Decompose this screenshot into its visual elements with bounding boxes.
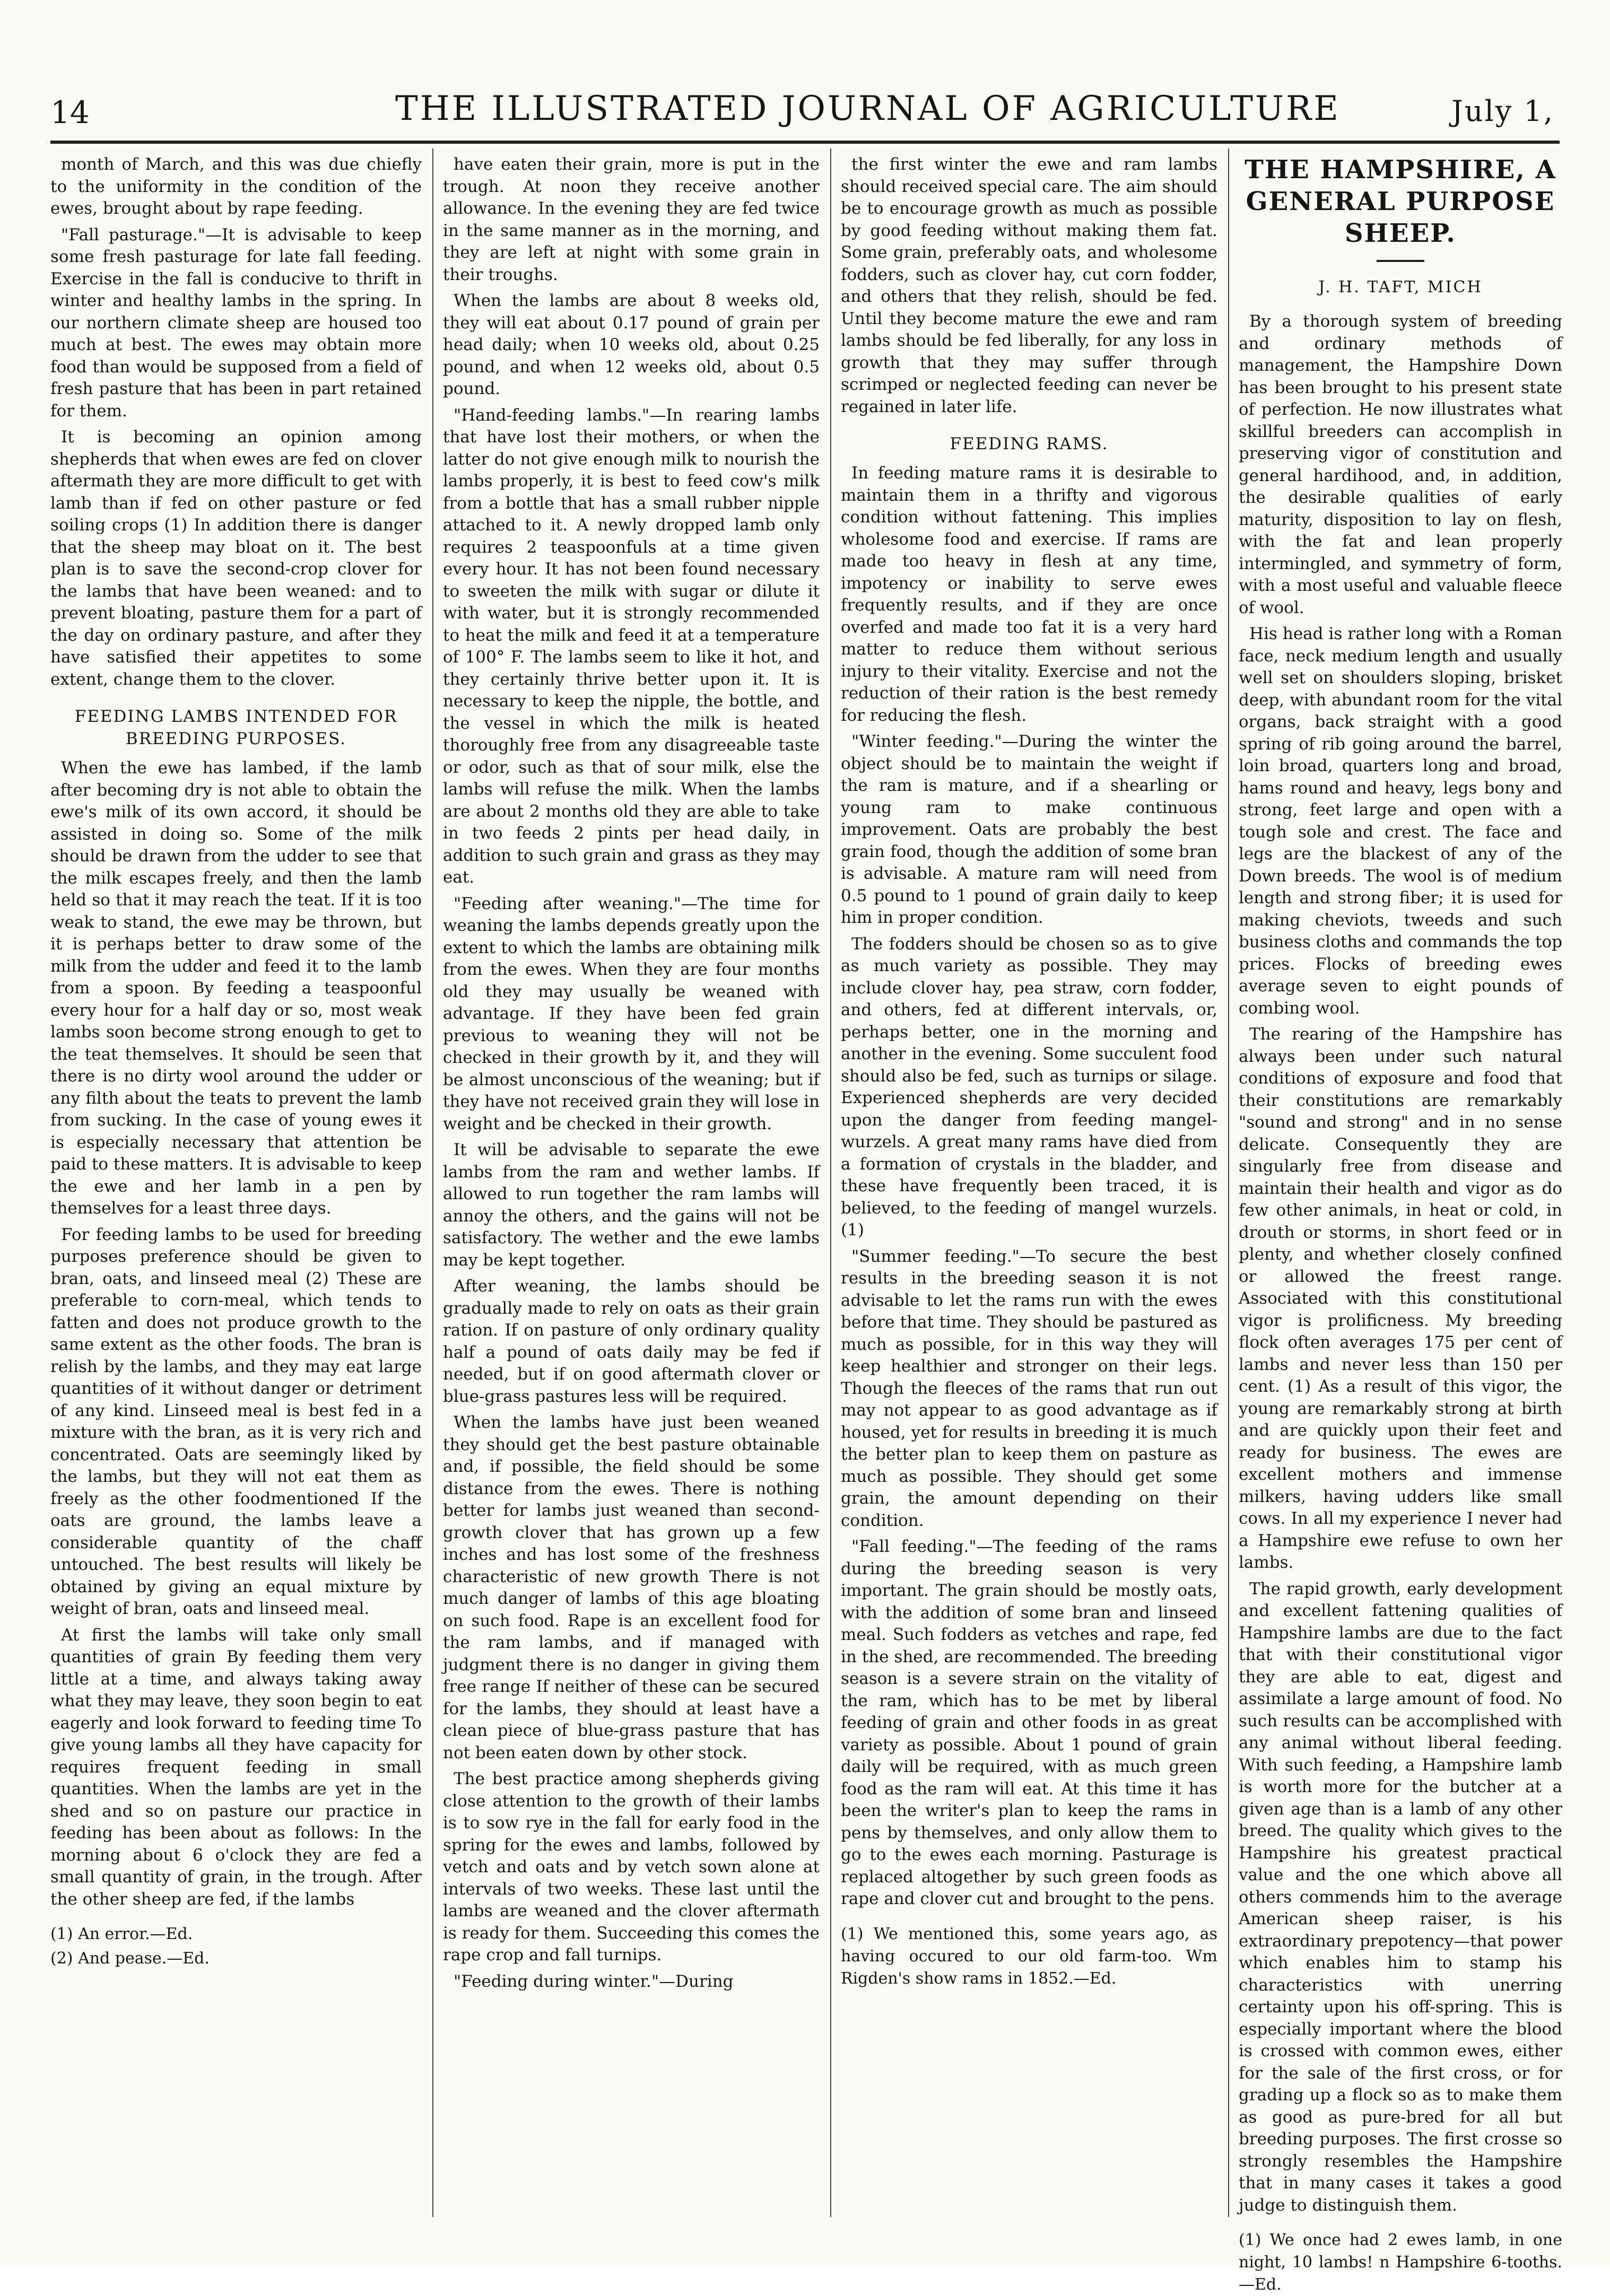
paragraph: When the ewe has lambed, if the lamb after becoming dry is not able to obtain the ewe's milk of its own accord, it should be assisted in doing so. Some of the milk should be drawn from the udder to see that the milk escapes freely, and then the lamb held so that it may reach the teat. If it is too weak to stand, the ewe may be thrown, but it is perhaps better to draw some of the milk from the udder and feed it to the lamb from a spoon. By feeding a teaspoonful every hour for a half day or so, most weak lambs soon become strong enough to get to the teat themselves. It should be seen that there is no dirty wool around the udder or any filth about the teats to prevent the lamb from sucking. In the case of young ewes it is especially necessary that attention be paid to these matters. It is advisable to keep the ewe and her lamb in a pen by themselves for a least three days.	[50, 758, 422, 1218]
column-1	[50, 154, 422, 2222]
article-title: THE HAMPSHIRE, A GENERAL PURPOSE SHEEP.	[1245, 155, 1556, 248]
paragraph: The rearing of the Hampshire has always been under such natural conditions of exposure and food that their constitutions are remarkably "sound and strong" and in no sense delicate. Consequently they are singularly free from disease and maintain their health and vigor as do few other animals, in heat or cold, in drouth or storms, in short feed or in plenty, and whether closely confined or allowed the freest range. Associated with this constitutional vigor is prolificness. My breeding flock often averages 175 per cent of lambs and never less than 150 per cent. (1) As a result of this vigor, the young are remarkably strong at birth and are quickly upon their feet and ready for business. The ewes are excellent mothers and immense milkers, having udders like small cows. In all my experience I never had a Hampshire ewe refuse to own her lambs.	[1239, 1025, 1562, 1572]
footnote: (1) We mentioned this, some years ago, as having occured to our old farm-too. Wm Rigden's show rams in 1852.—Ed.	[841, 1924, 1217, 1988]
paragraph: When the lambs have just been weaned they should get the best pasture obtainable and, if possible, the field should be some distance from the ewes. There is nothing better for lambs just weaned than second-growth clover that has grown up a few inches and has lost some of the freshness characteristic of new growth There is not much danger of lambs of this age bloating on such food. Rape is an excellent food for the ram lambs, and if managed with judgment there is no danger in giving them free range If neither of these can be secured for the lambs, they should at least have a clean piece of blue-grass pasture that has not been eaten down by other stock.	[443, 1413, 820, 1762]
column-4	[1239, 154, 1562, 2294]
header-rule	[50, 141, 1560, 144]
paragraph: By a thorough system of breeding and ordinary methods of management, the Hampshire Down has been brought to his present state of perfection. He now illustrates what skillful breeders can accomplish in preserving vigor of constitution and general hardihood, and, in addition, the desirable qualities of early maturity, disposition to lay on flesh, with the fat and lean properly intermingled, and symmetry of form, with a most useful and valuable fleece of wool.	[1239, 312, 1562, 617]
section-heading: FEEDING RAMS.	[950, 434, 1109, 453]
paragraph: For feeding lambs to be used for breeding purposes preference should be given to bran, oats, and linseed meal (2) These are preferable to corn-meal, which tends to fatten and does not produce growth to the same extent as the other foods. The bran is relish by the lambs, and they may eat large quantities of it without danger or detriment of any kind. Linseed meal is best fed in a mixture with the bran, as it is very rich and concentrated. Oats are seemingly liked by the lambs, but they will not eat them as freely as the other foodmentioned If the oats are ground, the lambs leave a considerable quantity of the chaff untouched. The best results will likely be obtained by giving an equal mixture by weight of bran, oats and linseed meal.	[50, 1225, 422, 1618]
paragraph: When the lambs are about 8 weeks old, they will eat about 0.17 pound of grain per head daily; when 10 weeks old, about 0.25 pound, and when 12 weeks old, about 0.5 pound.	[443, 291, 820, 398]
paragraph: month of March, and this was due chiefly to the uniformity in the condition of the ewes, brought about by rape feeding.	[50, 155, 422, 218]
footnotes	[1239, 2229, 1562, 2296]
paragraph: The fodders should be chosen so as to give as much variety as possible. They may include clover hay, pea straw, corn fodder, and others, fed at different intervals, or, perhaps better, one in the morning and another in the evening. Some succulent food should also be fed, such as turnips or silage. Experienced shepherds are very decided upon the danger from feeding mangel-wurzels. A great many rams have died from a formation of crystals in the bladder, and these have frequently been traced, it is believed, to the feeding of mangel wurzels. (1)	[841, 934, 1217, 1239]
paragraph: It is becoming an opinion among shepherds that when ewes are fed on clover aftermath they are more difficult to get with lamb than if fed on other pasture or fed soiling crops (1) In addition there is danger that the sheep may bloat on it. The best plan is to save the second-crop clover for the lambs that have been weaned: and to prevent bloating, pasture them for a part of the day on ordinary pasture, and after they have satisfied their appetites to some extent, change them to the clover.	[50, 427, 422, 689]
paragraph: The rapid growth, early development and excellent fattening qualities of Hampshire lambs are due to the fact that with their constitutional vigor they are able to eat, digest and assimilate a large amount of food. No such results can be accomplished with any animal without liberal feeding. With such feeding, a Hampshire lamb is worth more for the butcher at a given age than is a lamb of any other breed. The quality which gives to the Hampshire his greatest practical value and the one which above all others commends him to the average American sheep raiser, is his extraordinary prepotency—that power which enables him to stamp his characteristics with unerring certainty upon his off-spring. This is especially important where the blood is crossed with common ewes, either for the sale of the first cross, or for grading up a flock so as to make them as good as pure-bred for all but breeding purposes. The first crosse so strongly resembles the Hampshire that in many cases it takes a good judge to distinguish them.	[1239, 1579, 1562, 2215]
paragraph: The best practice among shepherds giving close attention to the growth of their lambs is to sow rye in the fall for early food in the spring for the ewes and lambs, followed by vetch and oats and by vetch sown alone at intervals of two weeks. These last until the lambs are weaned and the clover aftermath is ready for them. Succeeding this comes the rape crop and fall turnips.	[443, 1769, 820, 1965]
issue-date: July 1,	[1451, 94, 1554, 128]
column-divider	[1228, 149, 1229, 2217]
title-rule	[1377, 260, 1424, 262]
paragraph: the first winter the ewe and ram lambs should received special care. The aim should be to encourage growth as much as possible by good feeding without making them fat. Some grain, preferably oats, and wholesome fodders, such as clover hay, cut corn fodder, and others that they relish, should be fed. Until they become mature the ewe and ram lambs should be fed liberally, for any loss in growth that they may suffer through scrimped or neglected feeding can never be regained in later life.	[841, 155, 1217, 416]
paragraph: In feeding mature rams it is desirable to maintain them in a thrifty and vigorous condition without fattening. This implies wholesome food and exercise. If rams are made too heavy in flesh at any time, impotency or inability to serve ewes frequently results, and if they are once overfed and made too fat it is a very hard matter to reduce them without serious injury to their vitality. Exercise and not the reduction of their ration is the best remedy for reducing the flesh.	[841, 464, 1217, 725]
running-title: THE ILLUSTRATED JOURNAL OF AGRICULTURE	[395, 89, 1341, 128]
paragraph: At first the lambs will take only small quantities of grain By feeding them very little at a time, and always taking away what they may leave, they soon begin to eat eagerly and look forward to feeding time To give young lambs all they have capacity for requires frequent feeding in small quantities. When the lambs are yet in the shed and so on pasture our practice in feeding has been about as follows: In the morning about 6 o'clock they are fed a small quantity of grain, in the trough. After the other sheep are fed, if the lambs	[50, 1625, 422, 1909]
paragraph: have eaten their grain, more is put in the trough. At noon they receive another allowance. In the evening they are fed twice in the same manner as in the morning, and they are left at night with some grain in their troughs.	[443, 155, 820, 284]
paragraph: His head is rather long with a Roman face, neck medium length and usually well set on shoulders sloping, brisket deep, with abundant room for the vital organs, back straight with a good spring of rib going around the barrel, loin broad, quarters long and broad, hams round and heavy, legs bony and strong, feet large and open with a tough sole and crest. The face and legs are the blackest of any of the Down breeds. The wool is of medium length and strong fiber; it is used for making cheviots, tweeds and such business cloths and commands the top prices. Flocks of breeding ewes average seven to eight pounds of combing wool.	[1239, 624, 1562, 1018]
page-header	[50, 80, 1560, 138]
paragraph: It will be advisable to separate the ewe lambs from the ram and wether lambs. If allowed to run together the ram lambs will annoy the others, and the gains will not be satisfactory. The wether and the ewe lambs may be kept together.	[443, 1140, 820, 1270]
column-3	[841, 154, 1217, 2222]
column-2	[443, 154, 820, 2222]
footnote: (2) And pease.—Ed.	[50, 1949, 210, 1968]
footnotes	[841, 1923, 1217, 1990]
page-number: 14	[50, 94, 90, 130]
section-heading: FEEDING LAMBS INTENDED FOR BREEDING PURPOSES.	[74, 707, 398, 748]
paragraph: "Feeding during winter."—During	[454, 1971, 734, 1991]
paragraph: "Feeding after weaning."—The time for weaning the lambs depends greatly upon the extent to which the lambs are obtaining milk from the ewes. When they are four months old they may usually be weaned with advantage. If they have been fed grain previous to weaning they will not be checked in their growth by it, and they will be almost unconscious of the weaning; but if they have not received grain they will lose in weight and be checked in their growth.	[443, 894, 820, 1133]
byline: J. H. TAFT, MICH	[1318, 278, 1483, 296]
column-divider	[830, 149, 831, 2217]
paragraph: "Fall feeding."—The feeding of the rams during the breeding season is very important. The grain should be mostly oats, with the addition of some bran and linseed meal. Such fodders as vetches and rape, fed in the shed, are recommended. The breeding season is a severe strain on the vitality of the ram, which has to be met by liberal feeding of grain and other foods in as great variety as possible. About 1 pound of grain daily will be required, with as much green food as the ram will eat. At this time it has been the writer's plan to keep the rams in pens by themselves, and only allow them to go to the ewes each morning. Pasturage is replaced altogether by such green foods as rape and clover cut and brought to the pens.	[841, 1537, 1217, 1908]
footnotes	[50, 1923, 422, 1970]
footnote: (1) We once had 2 ewes lamb, in one night, 10 lambs! n Hampshire 6-tooths.—Ed.	[1239, 2231, 1562, 2294]
column-divider	[432, 149, 433, 2217]
paragraph: After weaning, the lambs should be gradually made to rely on oats as their grain ration. If on pasture of only ordinary quality half a pound of oats daily may be fed if needed, but if on good aftermath clover or blue-grass pastures less will be required.	[443, 1277, 820, 1406]
paragraph: "Summer feeding."—To secure the best results in the breeding season it is not advisable to let the rams run with the ewes before that time. They should be pastured as much as possible, for in this way they will keep healthier and stronger on their legs. Though the fleeces of the rams that run out may not appear to as good advantage as if housed, yet for results in breeding it is much the better plan to keep them on pasture as much as possible. They should get some grain, the amount depending on their condition.	[841, 1246, 1217, 1530]
paragraph: "Hand-feeding lambs."—In rearing lambs that have lost their mothers, or when the latter do not give enough milk to nourish the lambs properly, it is best to feed cow's milk from a bottle that has a small rubber nipple attached to it. A newly dropped lamb only requires 2 teaspoonfuls at a time given every hour. It has not been found necessary to sweeten the milk with sugar or dilute it with water, but it is strongly recommended to heat the milk and feed it at a temperature of 100° F. The lambs seem to like it hot, and they certainly thrive better upon it. It is necessary to keep the nipple, the bottle, and the vessel in which the milk is heated thoroughly free from any disagreeable taste or odor, such as that of sour milk, else the lambs will refuse the milk. When the lambs are about 2 months old they are able to take in two feeds 2 pints per head daily, in addition to such grain and grass as they may eat.	[443, 405, 820, 887]
paragraph: "Fall pasturage."—It is advisable to keep some fresh pasturage for late fall feeding. Exercise in the fall is conducive to thrift in winter and healthy lambs in the spring. In our northern climate sheep are housed too much at best. The ewes may obtain more food than would be supposed from a field of fresh pasture that has been in part retained for them.	[50, 225, 422, 421]
footnote: (1) An error.—Ed.	[50, 1925, 193, 1943]
paragraph: "Winter feeding."—During the winter the object should be to maintain the weight if the ram is mature, and if a shearling or young ram to make continuous improvement. Oats are probably the best grain food, though the addition of some bran is advisable. A mature ram will need from 0.5 pound to 1 pound of grain daily to keep him in proper condition.	[841, 732, 1217, 927]
